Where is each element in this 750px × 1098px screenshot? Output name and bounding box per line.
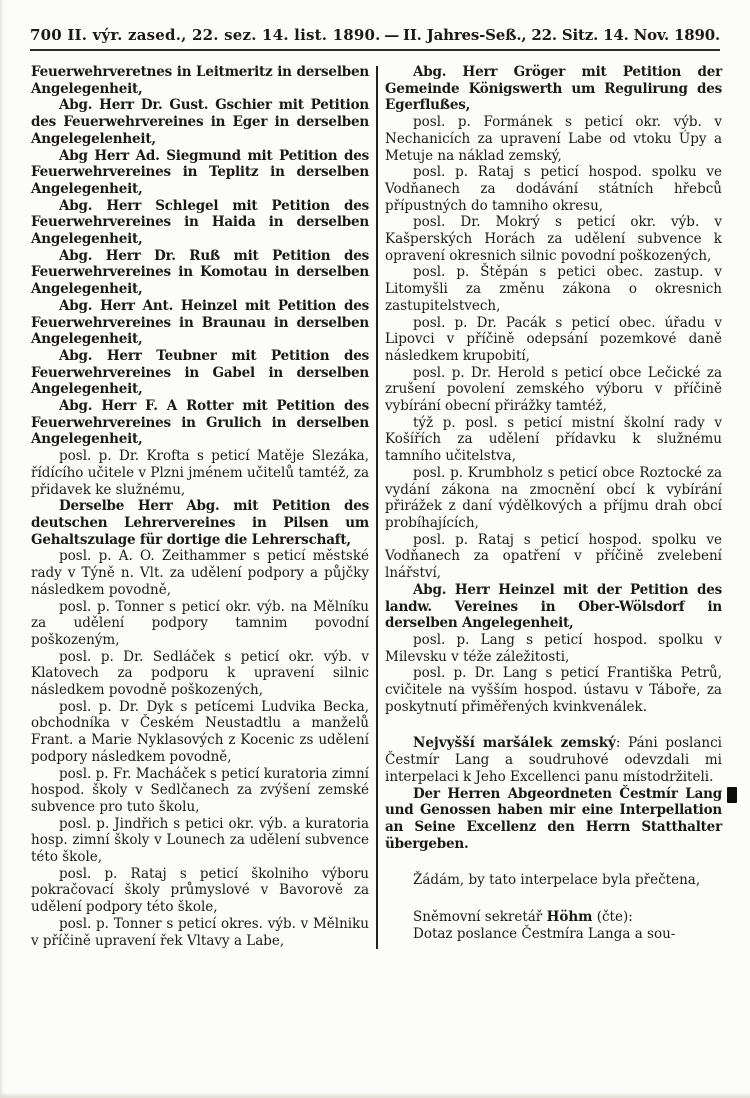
paragraph (385, 465, 722, 532)
paragraph (31, 298, 369, 348)
header-right-text: II. Jahres-Seß., 22. Sitz. 14. Nov. 1890. (403, 26, 720, 44)
paragraph (385, 786, 722, 853)
text-run-fraktur: Abg. Herr F. A Rotter mit Petition des Feuerwehrvereines in Grulich in derselben Angelegenheit, (31, 398, 369, 448)
text-run-antiqua: posl. p. Rataj s peticí hospod. spolku ve Vodňanech za opatření v příčině zvelebení lnářství, (385, 531, 722, 582)
text-run-fraktur: Abg Herr Ad. Siegmund mit Petition des Feuerwehrvereines in Teplitz in derselben Angelegenheit, (31, 147, 369, 197)
paragraph (31, 548, 369, 598)
paragraph (31, 97, 369, 147)
text-run-antiqua: posl. p. Dr. Lang s peticí Františka Petrů, cvičitele na vyšším hospod. ústavu v Táboře, za poskytnutí přiměřených kvinkvenálek. (385, 665, 722, 715)
paragraph (31, 498, 369, 548)
scan-edge-left-shadow (0, 0, 4, 1098)
text-run-antiqua: posl. p. A. O. Zeithammer s peticí městské rady v Týně n. Vlt. za udělení podpory a půjčky následkem povodně, (31, 548, 369, 598)
paragraph (31, 649, 369, 699)
paragraph (385, 365, 722, 415)
text-run-antiqua: posl. p. Dr. Pacák s peticí obec. úřadu v Lipovci v příčině odepsání pozemkové daně následkem krupobití, (385, 314, 722, 364)
paragraph (31, 816, 369, 866)
text-run-antiqua: posl. Dr. Mokrý s peticí okr. výb. v Kašperských Horách za udělení subvence k opravení okresnich silnic povodní poškozených, (385, 214, 722, 264)
text-run-antiqua-bold: Nejvyšší maršálek zemský (413, 735, 616, 752)
paragraph (385, 735, 722, 785)
text-run-antiqua: posl. p. Dr. Krofta s peticí Matěje Slezáka, řídícího učitele v Plzni jménem učitelů tamtéž, za přidavek ke služnému, (31, 448, 369, 498)
paragraph (31, 248, 369, 298)
text-run-antiqua: (čte): (592, 909, 633, 926)
text-run-antiqua: posl. p. Fr. Macháček s peticí kuratoria zimní hospod. školy v Sedlčanech za zvýšení zemské subvence pro tuto školu, (31, 765, 369, 815)
paragraph (31, 916, 369, 949)
text-run-antiqua: Žádám, by tato interpelace byla přečtena, (413, 872, 701, 889)
paragraph (385, 415, 722, 465)
paragraph (31, 699, 369, 766)
ink-blot-artifact (727, 787, 737, 803)
paragraph (385, 264, 722, 314)
paragraph (385, 532, 722, 582)
text-run-antiqua-bold: Höhm (546, 909, 593, 926)
text-run-antiqua: : Páni poslanci Čestmír Lang a soudruhové odevzdali mi interpelaci k Jeho Excellenci panu místodržiteli. (385, 735, 722, 785)
text-run-antiqua: posl. p. Tonner s peticí okres. výb. v Mělniku v příčině upravení řek Vltavy a Labe, (31, 915, 369, 949)
text-run-fraktur: Abg. Herr Gröger mit Petition der Gemeinde Königswerth um Regulirung des Egerflußes, (385, 64, 722, 114)
paragraph (385, 872, 722, 889)
paragraph (31, 198, 369, 248)
text-run-antiqua: posl. p. Dr. Dyk s petícemi Ludvika Becka, obchodníka v Českém Neustadtlu a manželů Frant. a Marie Nyklasových z Kocenic zs udělení podpory následkem povodně, (31, 698, 369, 765)
text-run-antiqua: posl. p. Dr. Herold s peticí obce Lečické za zrušení povolení zemského výboru v příčině vybírání obecní přirážky tamtéž, (385, 364, 722, 415)
left-column (31, 64, 369, 949)
paragraph (31, 398, 369, 448)
text-run-fraktur: Feuerwehrveretnes in Leitmeritz in derselben Angelegenheit, (31, 64, 369, 97)
header-dash: — (384, 26, 400, 44)
page-header (30, 26, 720, 51)
text-run-fraktur: Abg. Herr Heinzel mit der Petition des landw. Vereines in Ober-Wölsdorf in derselben Angelegenheit, (385, 581, 722, 632)
text-run-antiqua: posl. p. Štěpán s petici obec. zastup. v Litomyšli za změnu zákona o okresnich zastupitelstvech, (385, 264, 722, 314)
paragraph (385, 315, 722, 365)
column-divider-line (376, 66, 378, 949)
text-run-fraktur: Derselbe Herr Abg. mit Petition des deutschen Lehrervereines in Pilsen um Gehaltszulage für dortige die Lehrerschaft, (31, 498, 369, 548)
paragraph (385, 214, 722, 264)
header-left-text: 700 II. výr. zased., 22. sez. 14. list. 1890. (30, 26, 381, 44)
paragraph (385, 582, 722, 632)
right-column (385, 64, 722, 949)
paragraph (31, 448, 369, 498)
text-run-antiqua: posl. p. Dr. Sedláček s peticí okr. výb. v Klatovech za podporu k upravení silnic následkem povodně poškozených, (31, 648, 369, 699)
paragraph (31, 148, 369, 198)
scan-edge-shadow (0, 1092, 750, 1098)
paragraph (385, 632, 722, 665)
text-run-fraktur: Abg. Herr Dr. Gust. Gschier mit Petition des Feuerwehrvereines in Eger in derselben Angelegelenheit, (31, 97, 369, 147)
text-run-antiqua: posl. p. Formánek s peticí okr. výb. v Nechanicích za upravení Labe od vtoku Úpy a Metuje na náklad zemský, (385, 114, 722, 164)
paragraph (31, 766, 369, 816)
paragraph (385, 665, 722, 715)
text-run-antiqua: Sněmovní sekretář (413, 909, 547, 926)
paragraph (31, 348, 369, 398)
text-columns (31, 64, 722, 949)
paragraph (385, 909, 722, 926)
text-run-antiqua: posl. p. Krumbholz s peticí obce Roztocké za vydání zákona na zmocnění obcí k vybírání přirážek z daní výdělkových a příjmu drah obcí probíhajících, (385, 464, 722, 531)
text-run-antiqua: posl. p. Lang s peticí hospod. spolku v Milevsku v téže záležitosti, (385, 631, 722, 665)
paragraph (385, 164, 722, 214)
paragraph (31, 866, 369, 916)
paragraph (31, 64, 369, 97)
text-run-antiqua: posl. p. Tonner s peticí okr. výb. na Mělníku za udělení podpory tamnim povodní poškozeným, (31, 598, 369, 648)
text-run-antiqua: posl. p. Jindřich s petici okr. výb. a kuratoria hosp. zimní školy v Lounech za udělení subvence této škole, (31, 815, 369, 866)
paragraph (385, 114, 722, 164)
text-run-fraktur: Abg. Herr Dr. Ruß mit Petition des Feuerwehrvereines in Komotau in derselben Angelegenheit, (31, 247, 369, 298)
paragraph (385, 64, 722, 114)
paragraph (385, 926, 722, 943)
text-run-fraktur: Abg. Herr Schlegel mit Petition des Feuerwehrvereines in Haida in derselben Angelegenheit, (31, 197, 369, 248)
text-run-fraktur: Abg. Herr Teubner mit Petition des Feuerwehrvereines in Gabel in derselben Angelegenheit, (31, 347, 369, 398)
text-run-fraktur: Abg. Herr Ant. Heinzel mit Petition des Feuerwehrvereines in Braunau in derselben Angelegenheit, (31, 297, 369, 348)
text-run-antiqua: Dotaz poslance Čestmíra Langa a sou- (413, 925, 676, 942)
text-run-antiqua: posl. p. Rataj s peticí hospod. spolku ve Vodňanech za dodávání státních hřebců přípustných do tamniho okresu, (385, 164, 722, 214)
paragraph (31, 599, 369, 649)
text-run-antiqua: týž p. posl. s peticí mistní školní rady v Košířích za udělení přídavku k služnému tamního učitelstva, (385, 414, 722, 465)
text-run-antiqua: posl. p. Rataj s peticí školniho výboru pokračovací školy průmyslové v Bavorově za udělení podpory této škole, (31, 865, 369, 916)
text-run-fraktur: Der Herren Abgeordneten Čestmír Lang und Genossen haben mir eine Interpellation an Seine Excellenz den Herrn Statthalter übergeben. (385, 785, 722, 852)
